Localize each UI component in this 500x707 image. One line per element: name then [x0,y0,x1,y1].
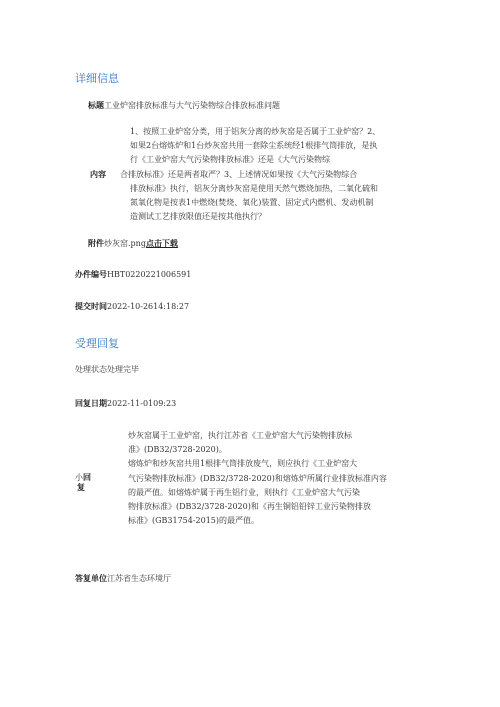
number-label: 办件编号 [75,270,107,279]
reply-line: 准》(DB32/3728-2020)。 [128,445,227,455]
title-row [88,100,280,111]
number-row [75,269,191,280]
number-value: HBT0220221006591 [107,270,192,279]
content-line: 氮氧化物是按表1中燃烧(焚烧、氧化)装置、固定式内燃机、发动机制 [130,198,374,208]
reply-date-row [75,398,176,409]
reply-unit-value: 江苏省生态环境厅 [107,574,171,583]
status-value: 处理完毕 [107,365,139,374]
title-label: 标题 [88,101,104,110]
reply-line: 熔炼炉和炒灰窑共用1根排气筒排放废气，则应执行《工业炉窑大 [128,459,358,469]
status-row [75,364,139,375]
reply-line: 气污染物排放标准》(DB32/3728-2020)和熔炼炉所属行业排放标准内容 [128,473,387,483]
reply-date-value: 2022-11-0109:23 [107,399,177,408]
content-line: 排放标准》执行，铝灰分离炒灰窑是使用天然气燃烧加热，二氧化硫和 [130,183,378,193]
content-label: 内容 [90,170,106,179]
detail-section-title: 详细信息 [75,72,119,85]
reply-line: 物排放标准》(DB32/3728-2020)和《再生铜铝铅锌工业污染物排放 [128,502,371,512]
content-line: 合排放标准》还是两者取严？3、上述情况如果按《大气污染物综合 [120,169,358,179]
reply-unit-label: 答复单位 [75,574,107,583]
reply-content-label-2: 复 [77,483,85,492]
reply-unit-row [75,573,171,584]
content-line: 造测试工艺排放限值还是按其他执行？ [130,212,266,222]
attachment-row [88,238,178,249]
status-label: 处理状态 [75,365,107,374]
submit-time-label: 提交时间 [75,302,107,311]
title-value: 工业炉窑排放标准与大气污染物综合排放标准问题 [104,101,280,110]
attachment-filename: 炒灰窑.png [104,239,146,248]
content-line: 如果2台熔炼炉和1台炒灰窑共用一套除尘系统经1根排气筒排放，是执 [130,141,378,151]
content-line: 1、按照工业炉窑分类，用于铝灰分离的炒灰窑是否属于工业炉窑？2、 [130,127,381,136]
download-link[interactable]: 点击下载 [145,239,178,248]
reply-content-label-prefix: 小 [75,473,83,482]
reply-date-label: 回复日期 [75,399,107,408]
submit-time-row [75,301,189,312]
reply-section-title: 受理回复 [75,337,119,350]
reply-line: 标准》(GB31754-2015)的最严值。 [128,516,260,526]
reply-line: 炒灰窑属于工业炉窑，执行江苏省《工业炉窑大气污染物排放标 [128,431,352,440]
reply-line: 的最严值。如熔炼炉属于再生铝行业，则执行《工业炉窑大气污染 [128,487,360,497]
submit-time-value: 2022-10-2614:18:27 [107,302,190,311]
content-line: 行《工业炉窑大气污染物排放标准》还是《大气污染物综 [130,155,330,165]
attachment-label: 附件 [88,239,104,248]
content-text [120,125,381,224]
reply-content-text [128,429,387,528]
reply-content-label-1: 回 [83,473,91,482]
